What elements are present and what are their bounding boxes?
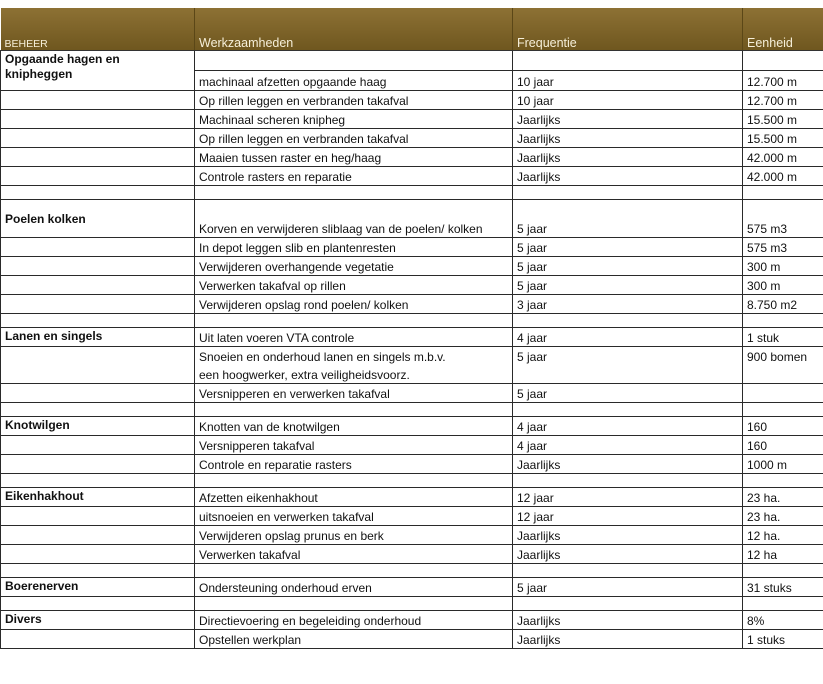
unit-cell: 160 [743, 417, 823, 436]
table-row [1, 417, 823, 436]
unit-cell: 300 m [743, 276, 823, 295]
category-cell [1, 91, 195, 110]
table-row [1, 384, 823, 403]
category-cell [1, 384, 195, 403]
frequency-cell: Jaarlijks [513, 545, 743, 564]
frequency-cell: Jaarlijks [513, 167, 743, 186]
spacer-row [1, 186, 823, 200]
table-row [1, 611, 823, 630]
category-cell [1, 238, 195, 257]
work-cell: Verwijderen opslag prunus en berk [195, 526, 513, 545]
table-row [1, 455, 823, 474]
work-cell: Opstellen werkplan [195, 630, 513, 649]
frequency-cell: 4 jaar [513, 436, 743, 455]
category-cell [1, 167, 195, 186]
table-row [1, 257, 823, 276]
unit-cell: 300 m [743, 257, 823, 276]
frequency-cell: 5 jaar [513, 276, 743, 295]
work-cell: Maaien tussen raster en heg/haag [195, 148, 513, 167]
table-row [1, 91, 823, 110]
unit-cell: 8% [743, 611, 823, 630]
table-row [1, 630, 823, 649]
frequency-cell [513, 51, 743, 71]
spacer-row [1, 564, 823, 578]
table-row [1, 365, 823, 384]
work-cell: Snoeien en onderhoud lanen en singels m.b.v. [195, 347, 513, 366]
work-cell: Controle en reparatie rasters [195, 455, 513, 474]
frequency-cell: 4 jaar [513, 417, 743, 436]
unit-cell: 575 m3 [743, 238, 823, 257]
spacer-row [1, 597, 823, 611]
header-werkzaamheden: Werkzaamheden [195, 8, 513, 51]
table-row [1, 436, 823, 455]
table-row [1, 276, 823, 295]
frequency-cell: Jaarlijks [513, 110, 743, 129]
work-cell: In depot leggen slib en plantenresten [195, 238, 513, 257]
work-cell: Verwerken takafval [195, 545, 513, 564]
frequency-cell: Jaarlijks [513, 526, 743, 545]
frequency-cell: 10 jaar [513, 71, 743, 91]
category-cell [1, 365, 195, 384]
header-beheer: BEHEER [1, 8, 195, 51]
unit-cell: 15.500 m [743, 110, 823, 129]
table-row [1, 148, 823, 167]
table-row [1, 110, 823, 129]
table-row [1, 129, 823, 148]
frequency-cell: 5 jaar [513, 384, 743, 403]
work-cell: een hoogwerker, extra veiligheidsvoorz. [195, 365, 513, 384]
table-row [1, 526, 823, 545]
unit-cell [743, 51, 823, 71]
work-cell: Ondersteuning onderhoud erven [195, 578, 513, 597]
header-eenheid: Eenheid [743, 8, 823, 51]
work-cell: Uit laten voeren VTA controle [195, 328, 513, 347]
spacer-row [1, 474, 823, 488]
table-row [1, 295, 823, 314]
work-cell: Machinaal scheren knipheg [195, 110, 513, 129]
unit-cell: 1000 m [743, 455, 823, 474]
unit-cell: 42.000 m [743, 167, 823, 186]
frequency-cell: Jaarlijks [513, 148, 743, 167]
frequency-cell: Jaarlijks [513, 455, 743, 474]
frequency-cell: 12 jaar [513, 507, 743, 526]
unit-cell: 23 ha. [743, 488, 823, 507]
category-cell [1, 436, 195, 455]
category-cell [1, 545, 195, 564]
unit-cell: 15.500 m [743, 129, 823, 148]
unit-cell: 1 stuk [743, 328, 823, 347]
work-cell: Verwijderen opslag rond poelen/ kolken [195, 295, 513, 314]
frequency-cell [513, 365, 743, 384]
frequency-cell: 10 jaar [513, 91, 743, 110]
category-cell: Poelen kolken [1, 200, 195, 238]
unit-cell: 12.700 m [743, 71, 823, 91]
frequency-cell: Jaarlijks [513, 129, 743, 148]
category-cell [1, 455, 195, 474]
unit-cell: 12 ha [743, 545, 823, 564]
category-cell [1, 526, 195, 545]
unit-cell: 31 stuks [743, 578, 823, 597]
frequency-cell: 5 jaar [513, 200, 743, 238]
work-cell: Op rillen leggen en verbranden takafval [195, 129, 513, 148]
category-cell [1, 148, 195, 167]
work-cell [195, 51, 513, 71]
category-cell [1, 295, 195, 314]
category-cell: Boerenerven [1, 578, 195, 597]
work-cell: uitsnoeien en verwerken takafval [195, 507, 513, 526]
table-row [1, 238, 823, 257]
category-cell [1, 347, 195, 366]
category-cell: Lanen en singels [1, 328, 195, 347]
table-row [1, 488, 823, 507]
work-cell: Versnipperen takafval [195, 436, 513, 455]
table-row [1, 507, 823, 526]
unit-cell: 900 bomen [743, 347, 823, 366]
work-cell: Controle rasters en reparatie [195, 167, 513, 186]
spacer-row [1, 314, 823, 328]
unit-cell [743, 365, 823, 384]
work-cell: Afzetten eikenhakhout [195, 488, 513, 507]
table-row [1, 347, 823, 366]
unit-cell: 23 ha. [743, 507, 823, 526]
unit-cell: 12 ha. [743, 526, 823, 545]
work-cell: Op rillen leggen en verbranden takafval [195, 91, 513, 110]
frequency-cell: 12 jaar [513, 488, 743, 507]
frequency-cell: Jaarlijks [513, 611, 743, 630]
work-cell: Versnipperen en verwerken takafval [195, 384, 513, 403]
work-cell: machinaal afzetten opgaande haag [195, 71, 513, 91]
category-cell [1, 257, 195, 276]
unit-cell: 1 stuks [743, 630, 823, 649]
category-cell [1, 507, 195, 526]
unit-cell: 12.700 m [743, 91, 823, 110]
table-row [1, 51, 823, 71]
work-cell: Knotten van de knotwilgen [195, 417, 513, 436]
frequency-cell: 5 jaar [513, 578, 743, 597]
table-row [1, 578, 823, 597]
unit-cell: 575 m3 [743, 200, 823, 238]
category-cell [1, 129, 195, 148]
frequency-cell: 4 jaar [513, 328, 743, 347]
category-cell: Knotwilgen [1, 417, 195, 436]
spacer-row [1, 403, 823, 417]
frequency-cell: Jaarlijks [513, 630, 743, 649]
header-frequentie: Frequentie [513, 8, 743, 51]
unit-cell [743, 384, 823, 403]
header-row [1, 8, 823, 51]
work-cell: Directievoering en begeleiding onderhoud [195, 611, 513, 630]
frequency-cell: 3 jaar [513, 295, 743, 314]
category-cell: Divers [1, 611, 195, 630]
work-cell: Verwijderen overhangende vegetatie [195, 257, 513, 276]
category-cell: Eikenhakhout [1, 488, 195, 507]
category-cell [1, 110, 195, 129]
table-row [1, 328, 823, 347]
maintenance-table [0, 8, 823, 649]
work-cell: Korven en verwijderen sliblaag van de poelen/ kolken [195, 200, 513, 238]
frequency-cell: 5 jaar [513, 238, 743, 257]
work-cell: Verwerken takafval op rillen [195, 276, 513, 295]
table-row [1, 200, 823, 238]
frequency-cell: 5 jaar [513, 257, 743, 276]
category-cell: Opgaande hagen en knipheggen [1, 51, 195, 91]
category-cell [1, 276, 195, 295]
unit-cell: 160 [743, 436, 823, 455]
frequency-cell: 5 jaar [513, 347, 743, 366]
table-row [1, 545, 823, 564]
table-row [1, 167, 823, 186]
unit-cell: 42.000 m [743, 148, 823, 167]
category-cell [1, 630, 195, 649]
unit-cell: 8.750 m2 [743, 295, 823, 314]
